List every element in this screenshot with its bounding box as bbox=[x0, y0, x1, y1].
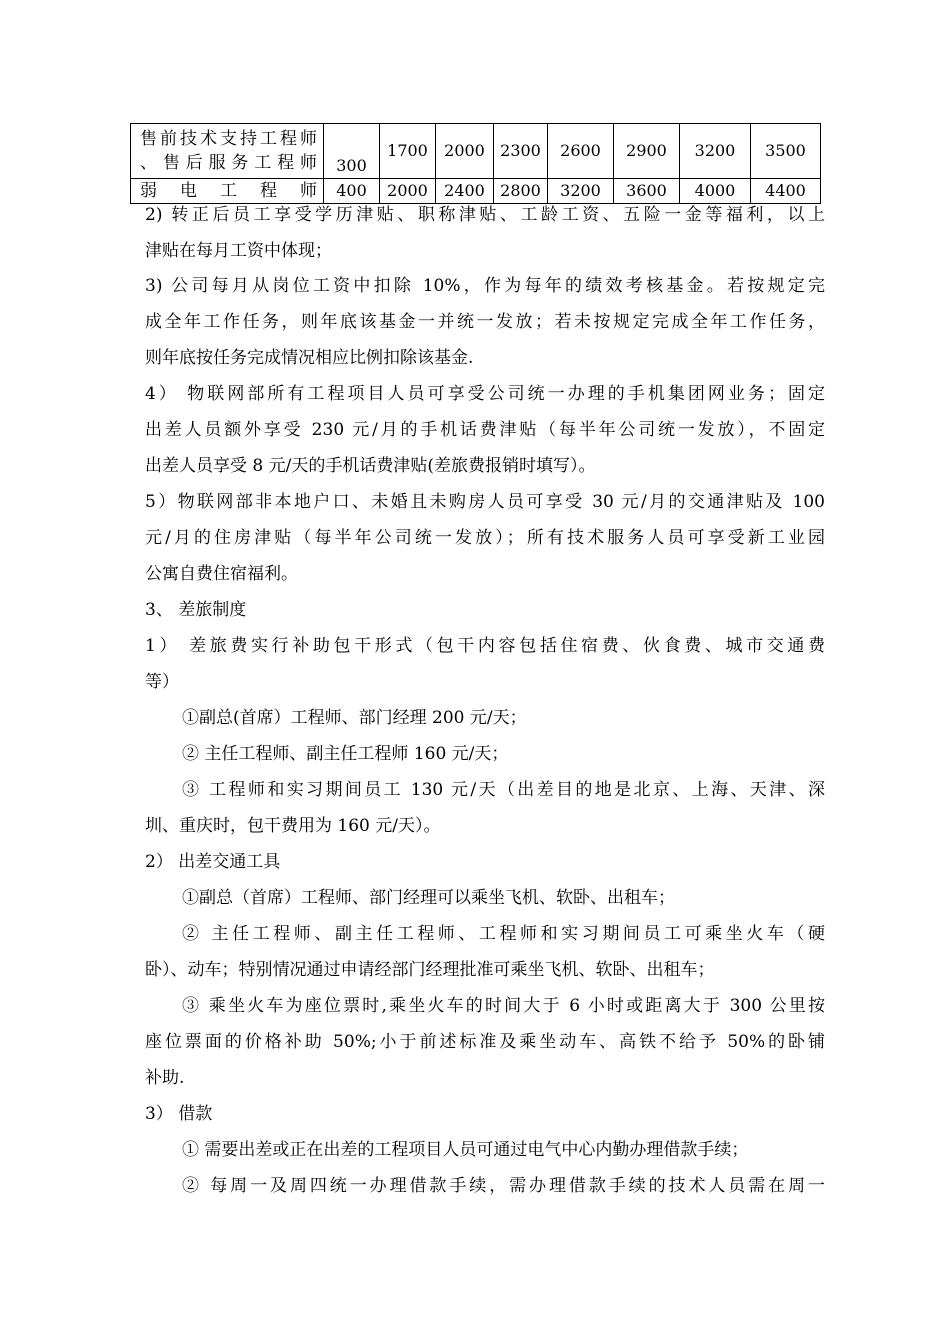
table-row bbox=[131, 124, 821, 179]
position-cell bbox=[131, 124, 324, 179]
text-line: 出差人员额外享受 230 元/月的手机话费津贴（每半年公司统一发放），不固定 bbox=[145, 420, 825, 440]
text-line: 则年底按任务完成情况相应比例扣除该基金. bbox=[145, 348, 474, 368]
section-subheading: 3） 借款 bbox=[145, 1104, 213, 1124]
table-cell: 3200 bbox=[548, 179, 614, 204]
table-cell: 300 bbox=[324, 124, 380, 179]
text-line: 4） 物联网部所有工程项目人员可享受公司统一办理的手机集团网业务；固定 bbox=[145, 384, 825, 404]
text-line: 圳、重庆时，包干费用为 160 元/天）。 bbox=[145, 816, 441, 836]
table-cell: 2000 bbox=[436, 124, 494, 179]
table-cell: 4400 bbox=[751, 179, 821, 204]
table-cell: 1700 bbox=[380, 124, 436, 179]
list-item: ①副总（首席）工程师、部门经理可以乘坐飞机、软卧、出租车； bbox=[182, 888, 675, 908]
list-item: ② 主任工程师、副主任工程师、工程师和实习期间员工可乘坐火车（硬 bbox=[182, 924, 825, 944]
list-item: ①副总(首席）工程师、部门经理 200 元/天； bbox=[182, 708, 527, 728]
text-line: 成全年工作任务，则年底该基金一并统一发放；若未按规定完成全年工作任务， bbox=[145, 312, 825, 332]
text-line: 津贴在每月工资中体现； bbox=[145, 241, 332, 261]
table-cell: 400 bbox=[324, 179, 380, 204]
text-line: 2) 转正后员工享受学历津贴、职称津贴、工龄工资、五险一金等福利，以上 bbox=[145, 205, 825, 225]
section-subheading: 2） 出差交通工具 bbox=[145, 852, 281, 872]
text-line: 等） bbox=[145, 672, 179, 692]
list-item: ② 主任工程师、副主任工程师 160 元/天； bbox=[182, 744, 509, 764]
table-cell: 2900 bbox=[614, 124, 680, 179]
salary-table bbox=[130, 123, 821, 204]
position-name-line: 、售后服务工程师 bbox=[140, 153, 317, 173]
table-cell: 3200 bbox=[680, 124, 751, 179]
list-item: ② 每周一及周四统一办理借款手续，需办理借款手续的技术人员需在周一 bbox=[182, 1176, 825, 1196]
text-line: 补助. bbox=[145, 1068, 185, 1088]
table-cell: 2000 bbox=[380, 179, 436, 204]
list-item: ① 需要出差或正在出差的工程项目人员可通过电气中心内勤办理借款手续； bbox=[182, 1140, 749, 1160]
text-line: 出差人员享受 8 元/天的手机话费津贴(差旅费报销时填写）。 bbox=[145, 456, 596, 476]
table-cell: 2400 bbox=[436, 179, 494, 204]
table-row bbox=[131, 179, 821, 204]
text-line: 元/月的住房津贴（每半年公司统一发放）；所有技术服务人员可享受新工业园 bbox=[145, 528, 825, 548]
table-cell: 2300 bbox=[494, 124, 548, 179]
text-line: 座位票面的价格补助 50%;小于前述标准及乘坐动车、高铁不给予 50%的卧铺 bbox=[145, 1032, 825, 1052]
text-line: 1） 差旅费实行补助包干形式（包干内容包括住宿费、伙食费、城市交通费 bbox=[145, 636, 825, 656]
table-cell: 4000 bbox=[680, 179, 751, 204]
list-item: ③ 乘坐火车为座位票时,乘坐火车的时间大于 6 小时或距离大于 300 公里按 bbox=[182, 996, 825, 1016]
text-line: 3) 公司每月从岗位工资中扣除 10%，作为每年的绩效考核基金。若按规定完 bbox=[145, 276, 825, 296]
table-cell: 3600 bbox=[614, 179, 680, 204]
position-name-line: 售前技术支持工程师 bbox=[140, 129, 317, 149]
list-item: ③ 工程师和实习期间员工 130 元/天（出差目的地是北京、上海、天津、深 bbox=[182, 780, 825, 800]
text-line: 公寓自费住宿福利。 bbox=[145, 564, 298, 584]
position-cell: 弱电工程师 bbox=[131, 179, 324, 204]
text-line: 卧）、动车；特别情况通过申请经部门经理批准可乘坐飞机、软卧、出租车； bbox=[145, 960, 715, 980]
table-cell: 3500 bbox=[751, 124, 821, 179]
section-heading: 3、 差旅制度 bbox=[145, 600, 247, 620]
table-cell: 2600 bbox=[548, 124, 614, 179]
table-cell: 2800 bbox=[494, 179, 548, 204]
text-line: 5）物联网部非本地户口、未婚且未购房人员可享受 30 元/月的交通津贴及 100 bbox=[145, 492, 825, 512]
